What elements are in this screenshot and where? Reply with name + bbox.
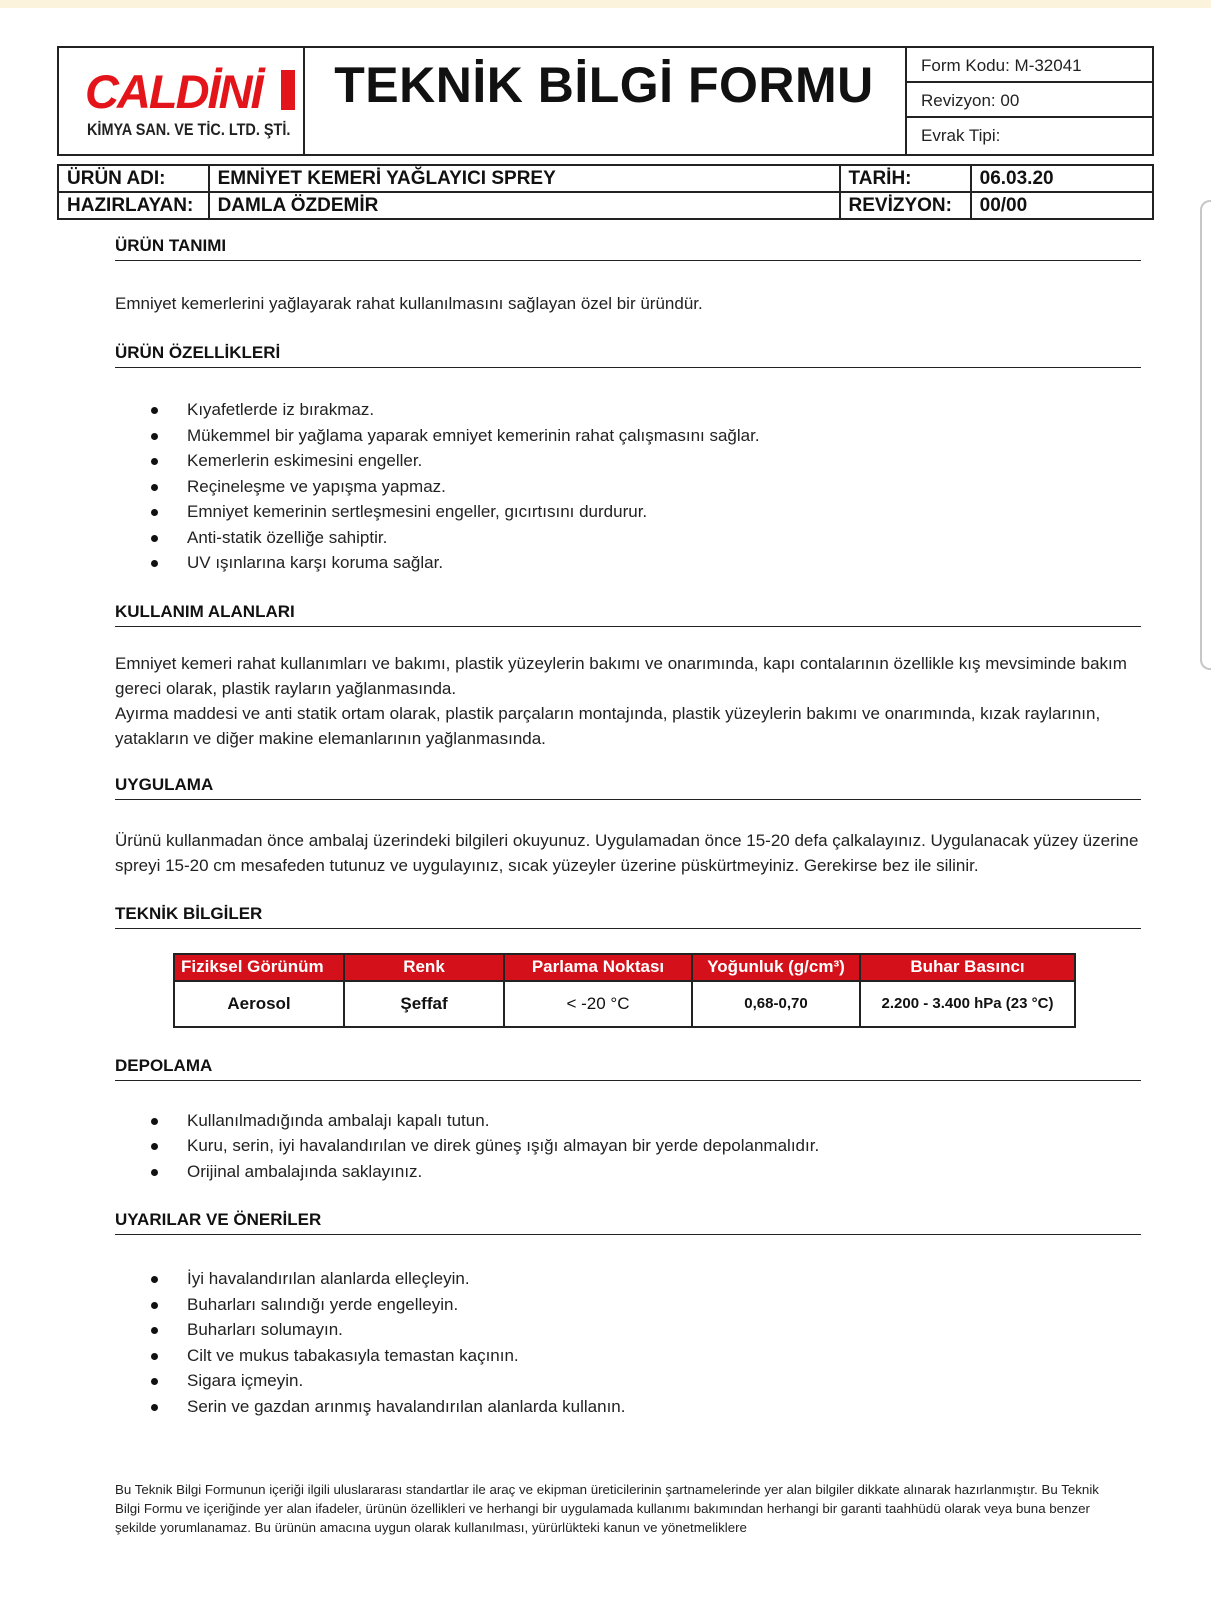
section-heading-technical: TEKNİK BİLGİLER — [115, 904, 1141, 929]
column-header: Renk — [344, 954, 504, 981]
technical-table — [173, 953, 1076, 1028]
page-title: TEKNİK BİLGİ FORMU — [334, 57, 874, 113]
list-item: Orijinal ambalajında saklayınız. — [115, 1159, 1141, 1185]
section-heading-description: ÜRÜN TANIMI — [115, 236, 1141, 261]
list-item: Mükemmel bir yağlama yaparak emniyet kemerinin rahat çalışmasını sağlar. — [115, 423, 1141, 449]
section-heading-features: ÜRÜN ÖZELLİKLERİ — [115, 343, 1141, 368]
flash-point-value: < -20 °C — [504, 981, 692, 1027]
list-item: Kullanılmadığında ambalajı kapalı tutun. — [115, 1108, 1141, 1134]
column-header: Buhar Basıncı — [860, 954, 1075, 981]
features-list — [115, 397, 1141, 576]
color-value: Şeffaf — [344, 981, 504, 1027]
revision-value: 00/00 — [971, 192, 1153, 219]
form-meta — [905, 48, 1152, 154]
description-text: Emniyet kemerlerini yağlayarak rahat kullanılmasını sağlayan özel bir üründür. — [115, 294, 703, 313]
application-text: Ürünü kullanmadan önce ambalaj üzerindeki bilgileri okuyunuz. Uygulamadan önce 15-20 defa çalkalayınız. Uygulanacak yüzey üzerine spreyi 15-20 cm mesafeden tutunuz ve uygulayınız, sıcak yüzeyler üzerine püskürtmeyiniz. Gerekirse bez ile silinir. — [115, 830, 1139, 875]
list-item: Buharları solumayın. — [115, 1317, 1141, 1343]
company-name: KİMYA SAN. VE TİC. LTD. ŞTİ. — [87, 120, 291, 139]
company-logo — [59, 48, 305, 154]
table-row — [58, 165, 1153, 192]
product-name-value: EMNİYET KEMERİ YAĞLAYICI SPREY — [209, 165, 840, 192]
list-item: Sigara içmeyin. — [115, 1368, 1141, 1394]
list-item: Kuru, serin, iyi havalandırılan ve direk güneş ışığı almayan bir yerde depolanmalıdır. — [115, 1133, 1141, 1159]
scroll-handle[interactable] — [1200, 200, 1211, 670]
prepared-by-value: DAMLA ÖZDEMİR — [209, 192, 840, 219]
table-header-row — [174, 954, 1075, 981]
form-revision: Revizyon: 00 — [905, 83, 1152, 118]
warnings-list — [115, 1266, 1141, 1419]
document-body — [115, 236, 1141, 1419]
list-item: Anti-statik özelliğe sahiptir. — [115, 525, 1141, 551]
vapor-pressure-value: 2.200 - 3.400 hPa (23 °C) — [860, 981, 1075, 1027]
section-heading-warnings: UYARILAR VE ÖNERİLER — [115, 1210, 1141, 1235]
list-item: Reçineleşme ve yapışma yapmaz. — [115, 474, 1141, 500]
density-value: 0,68-0,70 — [692, 981, 860, 1027]
title-cell — [303, 48, 907, 154]
usage-text-1: Emniyet kemeri rahat kullanımları ve bakımı, plastik yüzeylerin bakımı ve onarımında, kapı contalarının özellikle kış mevsiminde bakım gereci olarak, plastik rayların yağlanmasında. — [115, 653, 1127, 698]
list-item: İyi havalandırılan alanlarda elleçleyin. — [115, 1266, 1141, 1292]
column-header: Yoğunluk (g/cm³) — [692, 954, 860, 981]
table-row — [174, 981, 1075, 1027]
list-item: UV ışınlarına karşı koruma sağlar. — [115, 550, 1141, 576]
table-row — [58, 192, 1153, 219]
storage-list — [115, 1108, 1141, 1185]
list-item: Buharları salındığı yerde engelleyin. — [115, 1292, 1141, 1318]
top-status-bar — [0, 0, 1211, 8]
list-item: Emniyet kemerinin sertleşmesini engeller, gıcırtısını durdurur. — [115, 499, 1141, 525]
section-heading-usage: KULLANIM ALANLARI — [115, 602, 1141, 627]
date-value: 06.03.20 — [971, 165, 1153, 192]
revision-label: REVİZYON: — [840, 192, 971, 219]
column-header: Parlama Noktası — [504, 954, 692, 981]
list-item: Kemerlerin eskimesini engeller. — [115, 448, 1141, 474]
column-header: Fiziksel Görünüm — [174, 954, 344, 981]
section-heading-application: UYGULAMA — [115, 775, 1141, 800]
list-item: Cilt ve mukus tabakasıyla temastan kaçının. — [115, 1343, 1141, 1369]
prepared-by-label: HAZIRLAYAN: — [58, 192, 209, 219]
list-item: Kıyafetlerde iz bırakmaz. — [115, 397, 1141, 423]
document-type: Evrak Tipi: — [921, 126, 1001, 145]
logo-wordmark: CALDİNİ — [85, 65, 262, 118]
list-item: Serin ve gazdan arınmış havalandırılan alanlarda kullanın. — [115, 1394, 1141, 1420]
usage-text-2: Ayırma maddesi ve anti statik ortam olarak, plastik parçaların montajında, plastik yüzeylerin bakımı ve onarımında, kızak raylarının, yatakların ve diğer makine elemanlarının yağlanmasında. — [115, 703, 1101, 748]
date-label: TARİH: — [840, 165, 971, 192]
document-header — [57, 46, 1154, 156]
form-code: Form Kodu: M-32041 — [905, 48, 1152, 83]
physical-appearance-value: Aerosol — [174, 981, 344, 1027]
product-name-label: ÜRÜN ADI: — [58, 165, 209, 192]
product-info-table — [57, 164, 1154, 220]
footer-disclaimer: Bu Teknik Bilgi Formunun içeriği ilgili uluslararası standartlar ile araç ve ekipman üreticilerinin şartnamelerinde yer alan bilgiler dikkate alınarak hazırlanmıştır. Bu Teknik Bilgi Formu ve içeriğinde yer alan ifadeler, ürünün özellikleri ve herhangi bir uygulamada kullanımı bakımından herhangi bir garanti taahhüdü olarak veya buna benzer şekilde yorumlanamaz. Bu ürünün amacına uygun olarak kullanılması, yürürlükteki kanun ve yönetmeliklere — [115, 1482, 1099, 1535]
section-heading-storage: DEPOLAMA — [115, 1056, 1141, 1081]
logo-red-bar — [281, 70, 295, 110]
